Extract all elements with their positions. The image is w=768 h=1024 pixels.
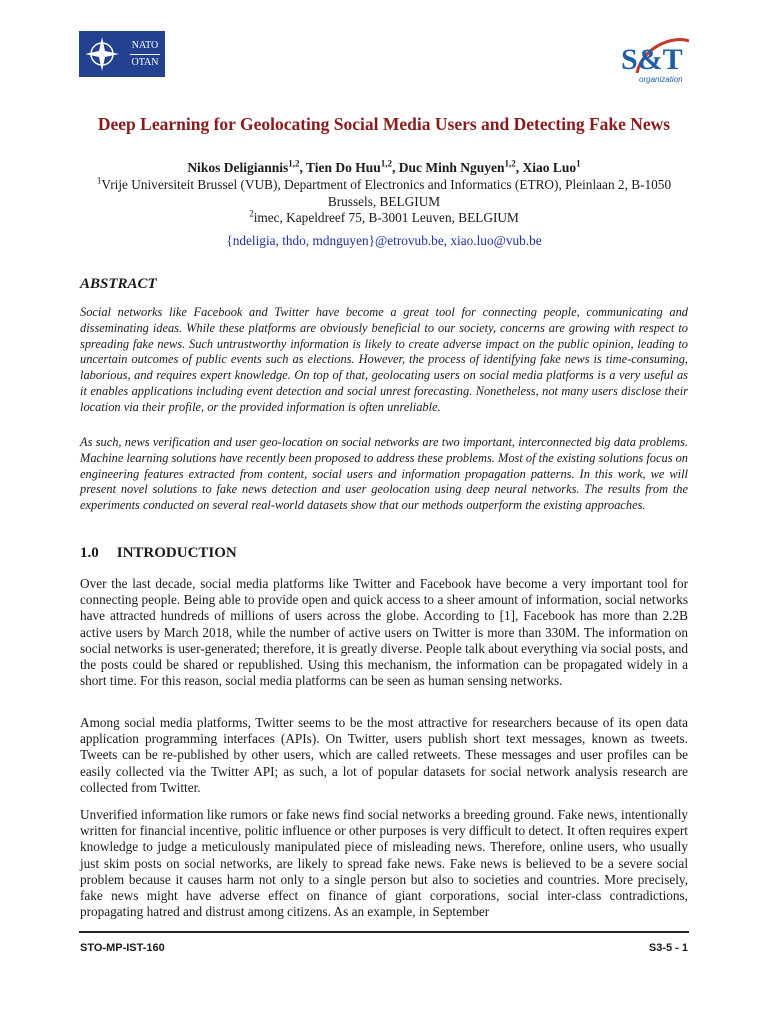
abstract-paragraph-1: Social networks like Facebook and Twitter have become a great tool for connecting people, communicating and disseminating ideas. While these platforms are obviously beneficial to our society, concerns are growing with respect to spreading fake news. Such untrustworthy information is likely to create adverse impact on the public opinion, leading to uncertain outcomes of public events such as elections. However, the process of identifying fake news is time-consuming, laborious, and requires expert knowledge. On top of that, geolocating users on social media platforms is a very useful as it enables applications including event detection and social unrest forecasting. Nonetheless, not many users disclose their location via their profile, or the provided information is often unreliable. bbox=[80, 305, 688, 414]
author-name: Nikos Deligiannis bbox=[187, 160, 289, 175]
intro-paragraph-2: Among social media platforms, Twitter seems to be the most attractive for researchers because of its open data application programming interfaces (APIs). On Twitter, users publish short text messages, known as tweets. Tweets can be re-published by other users, which are called retweets. These messages and user profiles can be easily collected via the Twitter API; as such, a lot of popular datasets for social network analysis research are collected from Twitter. bbox=[80, 715, 688, 795]
footer-document-id: STO-MP-IST-160 bbox=[80, 942, 165, 954]
st-organization-logo bbox=[617, 33, 697, 85]
footer-page-number: S3-5 - 1 bbox=[648, 942, 688, 954]
abstract-heading: ABSTRACT bbox=[80, 276, 157, 292]
intro-paragraph-1: Over the last decade, social media platforms like Twitter and Facebook have become a very important tool for connecting people. Being able to provide open and quick access to a sheer amount of information, social networks have attracted hundreds of millions of users across the globe. According to [1], Facebook has more than 2.2B active users by March 2018, while the number of active users on Twitter is more than 330M. The information on social networks is user-generated; therefore, it is greatly diverse. People talk about everything via social posts, and the posts could be shared or republished. Using this mechanism, the information can be propagated widely in a short time. For this reason, social media platforms can be seen as human sensing networks. bbox=[80, 576, 688, 689]
section-number: 1.0 bbox=[80, 545, 99, 561]
author-affiliation-marker: 1,2 bbox=[380, 158, 393, 169]
abstract-paragraph-2: As such, news verification and user geo-location on social networks are two important, interconnected big data problems. Machine learning solutions have recently been proposed to address these problems. Most of the existing solutions focus on engineering features extracted from content, social users and information propagation patterns. In this work, we will present novel solutions to fake news detection and user geolocation using deep neural networks. The results from the experiments conducted on several real-world datasets show that our methods outperform the existing approaches. bbox=[80, 435, 688, 513]
author-affiliation-marker: 1,2 bbox=[504, 158, 516, 169]
author-name: Tien Do Huu bbox=[305, 160, 381, 175]
section-heading-introduction bbox=[80, 545, 237, 562]
affiliation-1: $^1$Vrije Universiteit Brussel (VUB), Department of Electronics and Informatics (ETRO), Pleinlaan 2, B-1050 Brussels, BELGIUM bbox=[96, 175, 672, 209]
st-logo-graphic bbox=[617, 33, 697, 85]
affiliation-2: $^2$imec, Kapeldreef 75, B-3001 Leuven, BELGIUM bbox=[249, 208, 519, 225]
section-title: INTRODUCTION bbox=[116, 545, 237, 561]
st-logo-subtext: organization bbox=[639, 75, 683, 84]
author-affiliation-marker: 1,2 bbox=[288, 158, 300, 169]
footer-divider bbox=[79, 931, 689, 933]
paper-title: Deep Learning for Geolocating Social Media Users and Detecting Fake News bbox=[97, 114, 671, 134]
nato-wordmark bbox=[127, 40, 163, 69]
author-name: Duc Minh Nguyen bbox=[398, 160, 505, 175]
intro-paragraph-3: Unverified information like rumors or fake news find social networks a breeding ground. Fake news, intentionally written for financial incentive, politic influence or other purposes is very difficult to detect. It often requires expert knowledge to judge a meticulously manipulated piece of misleading news. Therefore, online users, who usually just skim posts on social networks, are likely to spread fake news. Fake news is believed to be a severe social problem because it causes harm not only to a single person but also to societies and countries. More precisely, fake news might have adverse effect on finance of giant corporations, social inter-class contradictions, propagating hatred and distrust among citizens. As an example, in September bbox=[80, 807, 688, 920]
author-affiliation-marker: 1 bbox=[576, 158, 581, 169]
nato-logo bbox=[79, 31, 165, 77]
author-emails: {ndeligia, thdo, mdnguyen}@etrovub.be, xiao.luo@vub.be bbox=[226, 233, 542, 248]
nato-compass-icon bbox=[79, 31, 125, 77]
st-logo-text: S&T bbox=[621, 43, 683, 76]
nato-text: NATO bbox=[131, 39, 159, 51]
otan-text: OTAN bbox=[131, 56, 159, 68]
author-list: Nikos Deligiannis$^{1,2}$, Tien Do Huu$^{1,2}$, Duc Minh Nguyen$^{1,2}$, Xiao Luo$^1$ bbox=[187, 158, 581, 175]
author-name: Xiao Luo bbox=[522, 160, 577, 175]
